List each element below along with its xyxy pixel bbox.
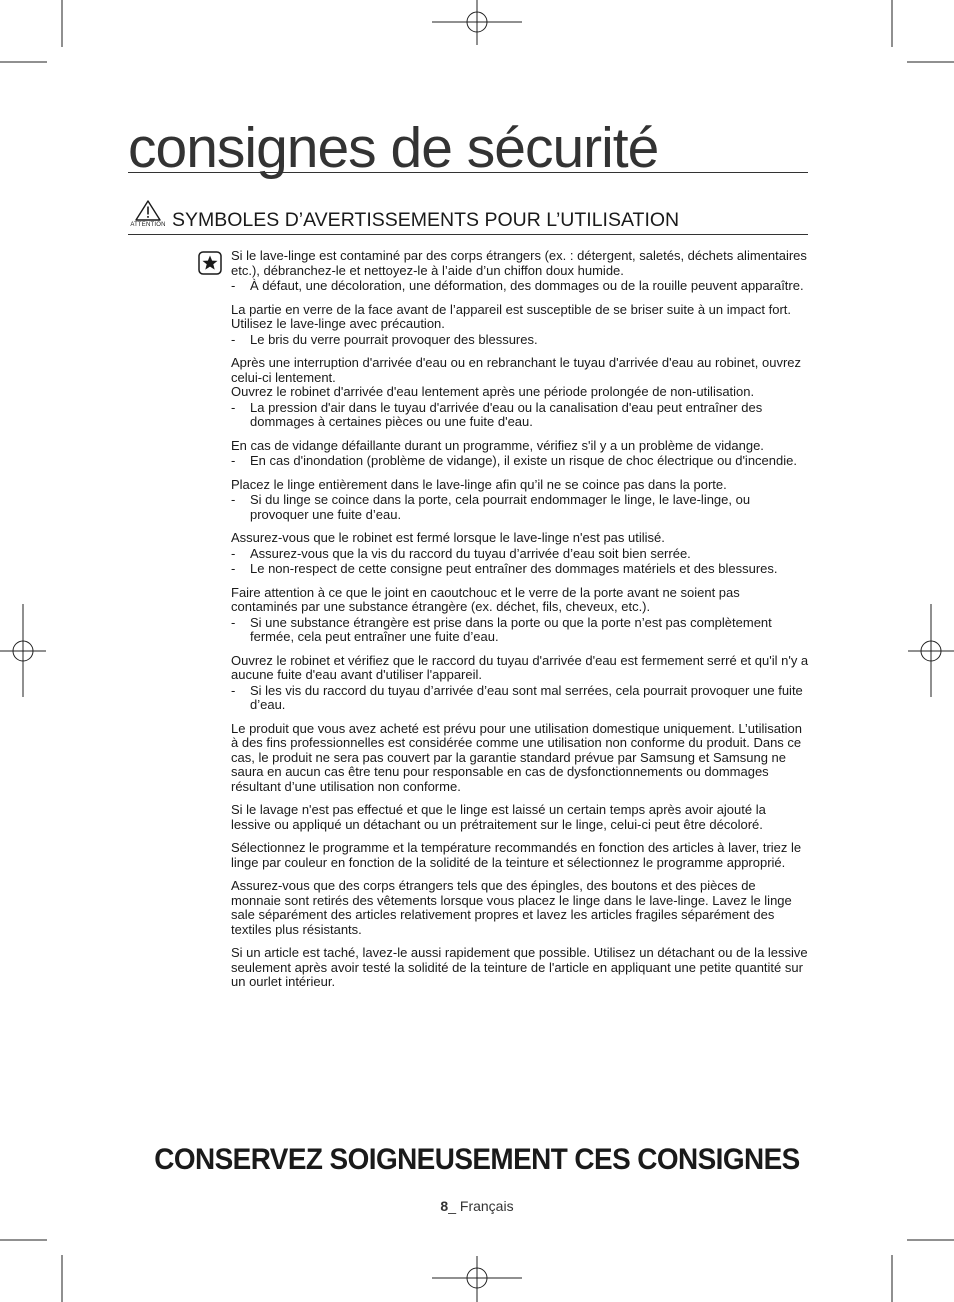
instruction-bullet xyxy=(231,454,809,469)
instruction-block xyxy=(231,841,809,870)
instruction-text: Ouvrez le robinet d'arrivée d'eau lentement après une période prolongée de non-utilisation. xyxy=(231,384,755,399)
instruction-block xyxy=(231,879,809,937)
instruction-block xyxy=(231,803,809,832)
instruction-block xyxy=(231,586,809,645)
bullet-dash: - xyxy=(231,492,236,507)
bullet-text: Le bris du verre pourrait provoquer des blessures. xyxy=(250,331,538,347)
instruction-text: Si le lavage n'est pas effectué et que le linge est laissé un certain temps après avoir ajouté la lessive ou appliqué un détachant ou un prétraitement sur le linge, celui-ci peut être décoloré. xyxy=(231,802,766,832)
instruction-text: Faire attention à ce que le joint en caoutchouc et le verre de la porte avant ne soient pas contaminés par une substance étrangère (ex. déchet, fils, cheveux, etc.). xyxy=(231,584,740,614)
instruction-text: Assurez-vous que le robinet est fermé lorsque le lave-linge n'est pas utilisé. xyxy=(231,530,665,545)
page-number: 8 xyxy=(440,1198,449,1214)
instruction-bullet xyxy=(231,401,809,430)
page-language: _ Français xyxy=(448,1198,514,1214)
section-title: SYMBOLES D’AVERTISSEMENTS POUR L’UTILISATION xyxy=(172,209,680,231)
safety-instructions xyxy=(231,249,809,999)
instruction-text: Après une interruption d'arrivée d'eau ou en rebranchant le tuyau d'arrivée d'eau au robinet, ouvrez celui-ci lentement. xyxy=(231,355,802,385)
bullet-text: Si les vis du raccord du tuyau d’arrivée d’eau sont mal serrées, cela pourrait provoquer une fuite d’eau. xyxy=(250,682,803,712)
instruction-text: La partie en verre de la face avant de l’appareil est susceptible de se briser suite à un impact fort. Utilisez le lave-linge avec précaution. xyxy=(231,301,792,331)
instruction-text: Le produit que vous avez acheté est prévu pour une utilisation domestique uniquement. L’utilisation à des fins professionnelles est considérée comme une utilisation non conforme du produit. Dans ce cas, le produit ne sera pas couvert par la garantie standard prévue par Samsung et Samsung ne saura en aucun cas être tenu pour responsable en cas de dysfonctionnements ou dommages résultant d’une utilisation non conforme. xyxy=(231,720,802,794)
warning-triangle-icon xyxy=(128,200,168,234)
instruction-bullet xyxy=(231,547,809,562)
bullet-dash: - xyxy=(231,278,236,293)
instruction-bullet xyxy=(231,616,809,645)
instruction-block xyxy=(231,946,809,990)
bullet-dash: - xyxy=(231,331,236,347)
title-underline xyxy=(128,172,808,173)
attention-label: ATTENTION xyxy=(130,222,166,228)
instruction-block xyxy=(231,722,809,795)
bullet-text: Le non-respect de cette consigne peut entraîner des dommages matériels et des blessures. xyxy=(250,561,778,576)
instruction-block xyxy=(231,478,809,523)
instruction-block xyxy=(231,356,809,430)
instruction-bullet xyxy=(231,562,809,577)
page-title: consignes de sécurité xyxy=(128,116,659,180)
bullet-text: Assurez-vous que la vis du raccord du tuyau d’arrivée d’eau soit bien serrée. xyxy=(250,545,691,561)
bullet-dash: - xyxy=(231,399,236,415)
star-box-icon xyxy=(198,251,222,275)
instruction-text: Ouvrez le robinet et vérifiez que le raccord du tuyau d'arrivée d'eau est fermement serré et qu'il n'y a aucune fuite d'eau avant d'utiliser l'appareil. xyxy=(231,652,809,682)
bullet-dash: - xyxy=(231,545,236,561)
footer-title: CONSERVEZ SOIGNEUSEMENT CES CONSIGNES xyxy=(154,1143,800,1176)
bullet-dash: - xyxy=(231,682,236,698)
bullet-dash: - xyxy=(231,614,236,630)
bullet-text: À défaut, une décoloration, une déformation, des dommages ou de la rouille peuvent apparaître. xyxy=(250,278,804,293)
bullet-text: Si une substance étrangère est prise dans la porte ou que la porte n’est pas complètement fermée, cela peut entraîner une fuite d’eau. xyxy=(250,614,772,644)
bullet-text: Si du linge se coince dans la porte, cela pourrait endommager le linge, le lave-linge, ou provoquer une fuite d’eau. xyxy=(250,492,751,522)
instruction-text: Placez le linge entièrement dans le lave-linge afin qu’il ne se coince pas dans la porte. xyxy=(231,476,727,492)
bullet-dash: - xyxy=(231,561,236,576)
bullet-text: La pression d'air dans le tuyau d'arrivée d'eau ou la canalisation d'eau peut entraîner des dommages à certaines pièces ou une fuite d'eau. xyxy=(250,399,763,429)
instruction-text: Si le lave-linge est contaminé par des corps étrangers (ex. : détergent, saletés, déchets alimentaires etc.), débranchez-le et nettoyez-le à l’aide d’un chiffon doux humide. xyxy=(231,248,807,278)
instruction-bullet xyxy=(231,684,809,713)
instruction-text: Assurez-vous que des corps étrangers tels que des épingles, des boutons et des pièces de monnaie sont retirés des vêtements lorsque vous placez le linge dans le lave-linge. Lavez le linge sale séparément des articles relativement propres et lavez les articles fragiles séparément des textiles plus résistants. xyxy=(231,878,792,937)
instruction-block xyxy=(231,531,809,577)
instruction-block xyxy=(231,303,809,348)
instruction-block xyxy=(231,249,809,294)
bullet-dash: - xyxy=(231,453,236,468)
section-header xyxy=(128,200,808,235)
instruction-bullet xyxy=(231,333,809,348)
instruction-text: Si un article est taché, lavez-le aussi rapidement que possible. Utilisez un détachant ou de la lessive seulement après avoir testé la solidité de la teinture de l'article en appliquant une petite quantité sur un ourlet intérieur. xyxy=(231,945,808,989)
bullet-text: En cas d'inondation (problème de vidange), il existe un risque de choc électrique ou d'incendie. xyxy=(250,453,797,468)
page-footer xyxy=(0,1198,954,1214)
instruction-block xyxy=(231,439,809,469)
instruction-block xyxy=(231,654,809,713)
instruction-text: En cas de vidange défaillante durant un programme, vérifiez s'il y a un problème de vidange. xyxy=(231,437,764,453)
instruction-bullet xyxy=(231,493,809,522)
instruction-bullet xyxy=(231,279,809,294)
instruction-text: Sélectionnez le programme et la température recommandés en fonction des articles à laver, triez le linge par couleur en fonction de la solidité de la teinture et sélectionnez le programme approprié. xyxy=(231,840,802,870)
